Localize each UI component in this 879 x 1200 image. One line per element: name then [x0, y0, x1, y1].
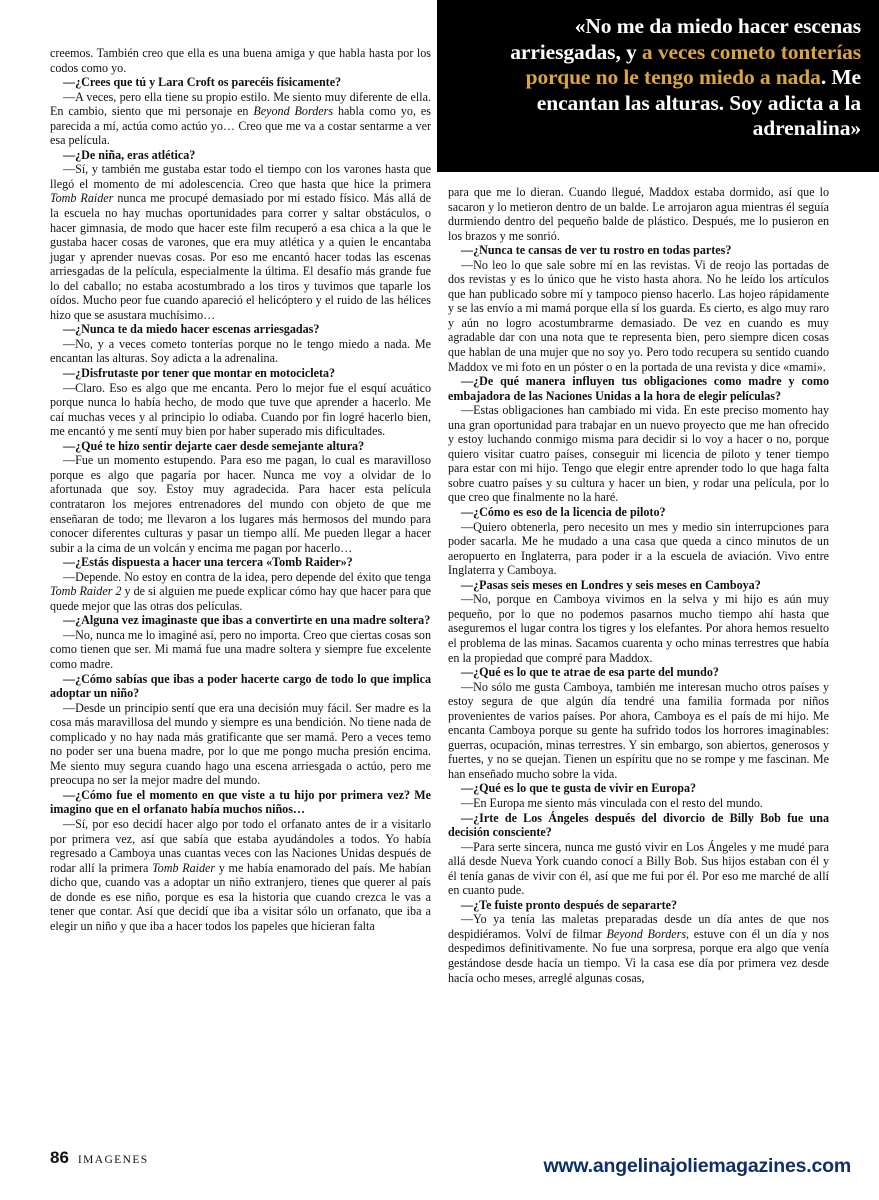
film-title: Tomb Raider — [50, 191, 114, 206]
body-column-right — [448, 185, 829, 1150]
interview-answer: —Desde un principio sentí que era una decisión muy fácil. Ser madre es la cosa más maravillosa del mundo y siempre es una bendición. No tiene nada de complicado y no hay nada más gratificante que ser mamá. Pero a veces temo no poder ser una buena madre, por lo que me pongo mucha presión encima. Me siento muy segura cuando hago una escena arriesgada o actúo, pero me preocupa no ser la mejor madre del mundo. — [50, 700, 431, 788]
magazine-name: IMAGENES — [77, 1154, 149, 1166]
answer-text: y me había enamorado del país. Me habían dicho que, cuando vas a adoptar un niño extranjero, tienes que querer al país de donde es ese niño, porque es esa la historia que cuando crezca le vas a tener que contar. Así que decidí que iba a visitar sólo un orfanato, que iba a elegir un niño y que iba a hacer todos los papeles que hicieran falta — [50, 860, 432, 933]
interview-answer: —Estas obligaciones han cambiado mi vida. En este preciso momento hay una gran oportunidad para trabajar en un nuevo proyecto que me han ofrecido y estoy luchando conmigo misma para decidir si lo voy a hacer o no, porque quiero visitar cuatro países, conseguir mi licencia de piloto y tener tiempo para estar con mi hijo. Tengo que elegir entre aprender todo lo que haga falta sobre cuatro países y su cultura y hacer un bien, y rodar una película, por lo que creo que finalmente no la haré. — [448, 403, 829, 505]
interview-answer: —Fue un momento estupendo. Para eso me pagan, lo cual es maravilloso porque es algo que pagaría por hacer. Nunca me voy a olvidar de lo afortunada que soy. Estoy muy agradecida. Para hacer esta película contrataron los mejores entrenadores del mundo con objeto de que me enseñaran de todo; me llevaron a los lugares más hermosos del mundo para conocer diferentes culturas y pasar un tiempo allí. Me pueden llegar a hacer subir a la cima de un volcán y encima me pagan por hacerlo… — [50, 453, 431, 555]
interview-question: —¿Nunca te cansas de ver tu rostro en todas partes? — [461, 243, 732, 258]
film-title: Beyond Borders — [606, 926, 687, 941]
interview-question: —¿Alguna vez imaginaste que ibas a convertirte en una madre soltera? — [63, 613, 431, 628]
interview-answer: —No, nunca me lo imaginé así, pero no importa. Creo que ciertas cosas son como tienen que ser. Mi mamá fue una madre soltera y siempre fue excelente como madre. — [50, 627, 431, 671]
body-paragraph: creemos. También creo que ella es una buena amiga y que habla hasta por los codos como yo. — [50, 46, 431, 75]
interview-answer — [50, 162, 431, 322]
interview-answer: —En Europa me siento más vinculada con el resto del mundo. — [461, 795, 763, 810]
film-title: Tomb Raider — [152, 860, 216, 875]
answer-text: , estuve con él un día y nos despedimos definitivamente. No fue una sorpresa, porque era algo que venía gestándose desde hacía un tiempo. Vi la casa ese día por primera vez desde hacía ocho meses, arreglé algunas cosas, — [448, 926, 829, 985]
pull-quote-text — [459, 14, 861, 142]
interview-answer — [50, 90, 431, 148]
answer-text: —Sí, por eso decidí hacer algo por todo el orfanato antes de ir a visitarlo por primera vez, así que sabía que estaba ayudándoles a todos. Yo había regresado a Camboya unas cuantas veces con las Naciones Unidas después de rodar allí la primera — [50, 816, 431, 875]
interview-answer — [448, 912, 829, 985]
interview-answer: —Claro. Eso es algo que me encanta. Pero lo mejor fue el esquí acuático porque nunca lo había hecho, de modo que tuve que aprender a hacerlo. Me caí muchas veces y al principio lo odiaba. Cuando por fin logré hacerlo bien, me encantó y me sentí muy bien por haber superado mis dificultades. — [50, 380, 431, 439]
pull-quote-part2: . Me encantan las alturas. Soy adicta a la adrenalina» — [536, 65, 861, 140]
answer-text: —A veces, pero ella tiene su propio estilo. Me siento muy diferente de ella. En cambio, siento que mi personaje en — [50, 89, 431, 119]
interview-answer — [50, 570, 431, 614]
answer-text: —Yo ya tenía las maletas preparadas desde un día antes de que nos despidiéramos. Volví de filmar — [448, 912, 829, 941]
answer-text: habla como yo, es parecida a mí, actúa como actúo yo… Creo que me va a costar sentarme a ver esa película. — [50, 104, 431, 148]
watermark-url: www.angelinajoliemagazines.com — [543, 1155, 851, 1177]
interview-question: —¿Pasas seis meses en Londres y seis meses en Camboya? — [461, 577, 761, 592]
answer-text: —Sí, y también me gustaba estar todo el tiempo con los varones hasta que llegó el momento de mi adolescencia. Creo que hasta que hice la primera — [50, 162, 431, 191]
page-number: 86 — [50, 1148, 69, 1167]
body-column-left — [50, 46, 431, 1151]
interview-question: —¿Cómo es eso de la licencia de piloto? — [461, 505, 666, 520]
film-title: Tomb Raider 2 — [50, 584, 122, 599]
interview-answer: —No, y a veces cometo tonterías porque no le tengo miedo a nada. Me encantan las alturas. Soy adicta a la adrenalina. — [50, 336, 431, 366]
answer-text: —Depende. No estoy en contra de la idea, pero depende del éxito que tenga — [63, 569, 431, 584]
interview-answer: —No, porque en Camboya vivimos en la selva y mi hijo es aún muy pequeño, por lo que no podemos pasarnos mucho tiempo ahí hasta que aseguremos el lugar contra los tigres y los elefantes. Por ahora hemos resuelto el problema de las minas. Sacamos cuarenta y ocho minas terrestres que había en la propiedad que compré para Maddox. — [448, 592, 829, 665]
pull-quote-accent: a veces cometo tonterías porque no le tengo miedo a nada — [525, 39, 861, 89]
interview-question: —¿Nunca te da miedo hacer escenas arriesgadas? — [63, 322, 320, 337]
interview-answer: —No sólo me gusta Camboya, también me interesan mucho otros países y estoy segura de que algún día tendré una familia formada por niños provenientes de varios países. Por ahora, Camboya es el país de mi hijo. Me encanta Camboya porque su gente ha sufrido todos los horrores imaginables: guerras, ocupación, minas terrestres. Y sin embargo, son abiertos, generosos y fuertes, y no se quejan. Tienen un espíritu que no se rompe y me fascinan. Me han enseñado mucho sobre la vida. — [448, 679, 829, 781]
interview-answer: —Quiero obtenerla, pero necesito un mes y medio sin interrupciones para poder sacarla. Me he mudado a una casa que queda a cinco minutos de un aeropuerto en Inglaterra, para poder ir a la escuela de aviación. Vivo entre Inglaterra y Camboya. — [448, 519, 829, 578]
answer-text: nunca me procupé demasiado por mi estado físico. Más allá de la escuela no hay muchas oportunidades para correr y saltar obstáculos, o hacer gimnasia, de modo que hacer este film recuperó a esa chica a la que le gustaba hacer cosas de varones, que era muy atlética y a quien le encantaba jugar y aprender nuevas cosas. Por eso me encantó hacer todas las escenas arriesgadas de la película, especialmente la última. El desafío más grande fue lo del caballo; no estaba acostumbrado a los tiros y tuvimos que taparle los oídos. Mucho peor fue cuando apareció el helicóptero y el ruido de las hélices hizo que se asustara muchísimo… — [50, 191, 431, 322]
interview-question: —¿De niña, eras atlética? — [63, 147, 196, 162]
interview-question: —¿Te fuiste pronto después de separarte? — [461, 897, 678, 912]
interview-question: —¿Estás dispuesta a hacer una tercera «Tomb Raider»? — [63, 555, 353, 570]
film-title: Beyond Borders — [253, 104, 334, 119]
answer-text: y de si alguien me puede explicar cómo hay que hacer para que quede mejor que las otras dos películas. — [50, 584, 432, 613]
page-folio — [50, 1148, 149, 1168]
interview-question: —¿Irte de Los Ángeles después del divorcio de Billy Bob fue una decisión consciente? — [448, 810, 829, 840]
pull-quote-part1: «No me da miedo hacer escenas arriesgadas, y — [510, 14, 861, 64]
interview-question: —¿Qué es lo que te gusta de vivir en Europa? — [461, 781, 697, 796]
interview-question: —¿De qué manera influyen tus obligaciones como madre y como embajadora de las Naciones Unidas a la hora de elegir películas? — [448, 374, 829, 403]
interview-question: —¿Crees que tú y Lara Croft os parecéis físicamente? — [63, 75, 342, 90]
interview-question: —¿Qué es lo que te atrae de esa parte del mundo? — [461, 665, 719, 680]
interview-answer — [50, 817, 431, 933]
interview-question: —¿Disfrutaste por tener que montar en motocicleta? — [63, 366, 336, 381]
interview-question: —¿Cómo fue el momento en que viste a tu hijo por primera vez? Me imagino que en el orfanato había muchos niños… — [50, 787, 431, 817]
interview-question: —¿Qué te hizo sentir dejarte caer desde semejante altura? — [63, 438, 365, 453]
interview-answer: —Para serte sincera, nunca me gustó vivir en Los Ángeles y me mudé para allá desde Nueva York cuando conocí a Billy Bob. Sus hijos estaban con él y él tenía ganas de vivir con él, así que me fui por él. Por eso me marché de allí en cuanto pude. — [448, 839, 829, 898]
pull-quote — [437, 0, 879, 172]
interview-question: —¿Cómo sabías que ibas a poder hacerte cargo de todo lo que implica adoptar un niño? — [50, 671, 431, 701]
interview-answer: —No leo lo que sale sobre mí en las revistas. Vi de reojo las portadas de dos revistas y es lo único que he visto hasta ahora. No he leído los artículos que han publicado sobre mí y tampoco pienso hacerlo. Las hojeo rápidamente y se las envío a mi mamá porque ella sí los guarda. Es cierto, es algo muy raro y aún no logro acostumbrarme demasiado. De vez en cuando es muy agradable dar con una nota que te representa bien, pero siempre dicen cosas que hablan de una mujer que no soy yo. Pero todo recupera su sentido cuando Maddox ve mi foto en un póster o en la portada de una revista y dice «mami». — [448, 257, 829, 374]
body-paragraph: para que me lo dieran. Cuando llegué, Maddox estaba dormido, así que lo sacaron y lo metieron dentro de un balde. Le arrojaron agua mientras él seguía durmiendo dentro del pequeño balde de plástico. Después, me lo pusieron en los brazos y me sonrió. — [448, 185, 829, 243]
